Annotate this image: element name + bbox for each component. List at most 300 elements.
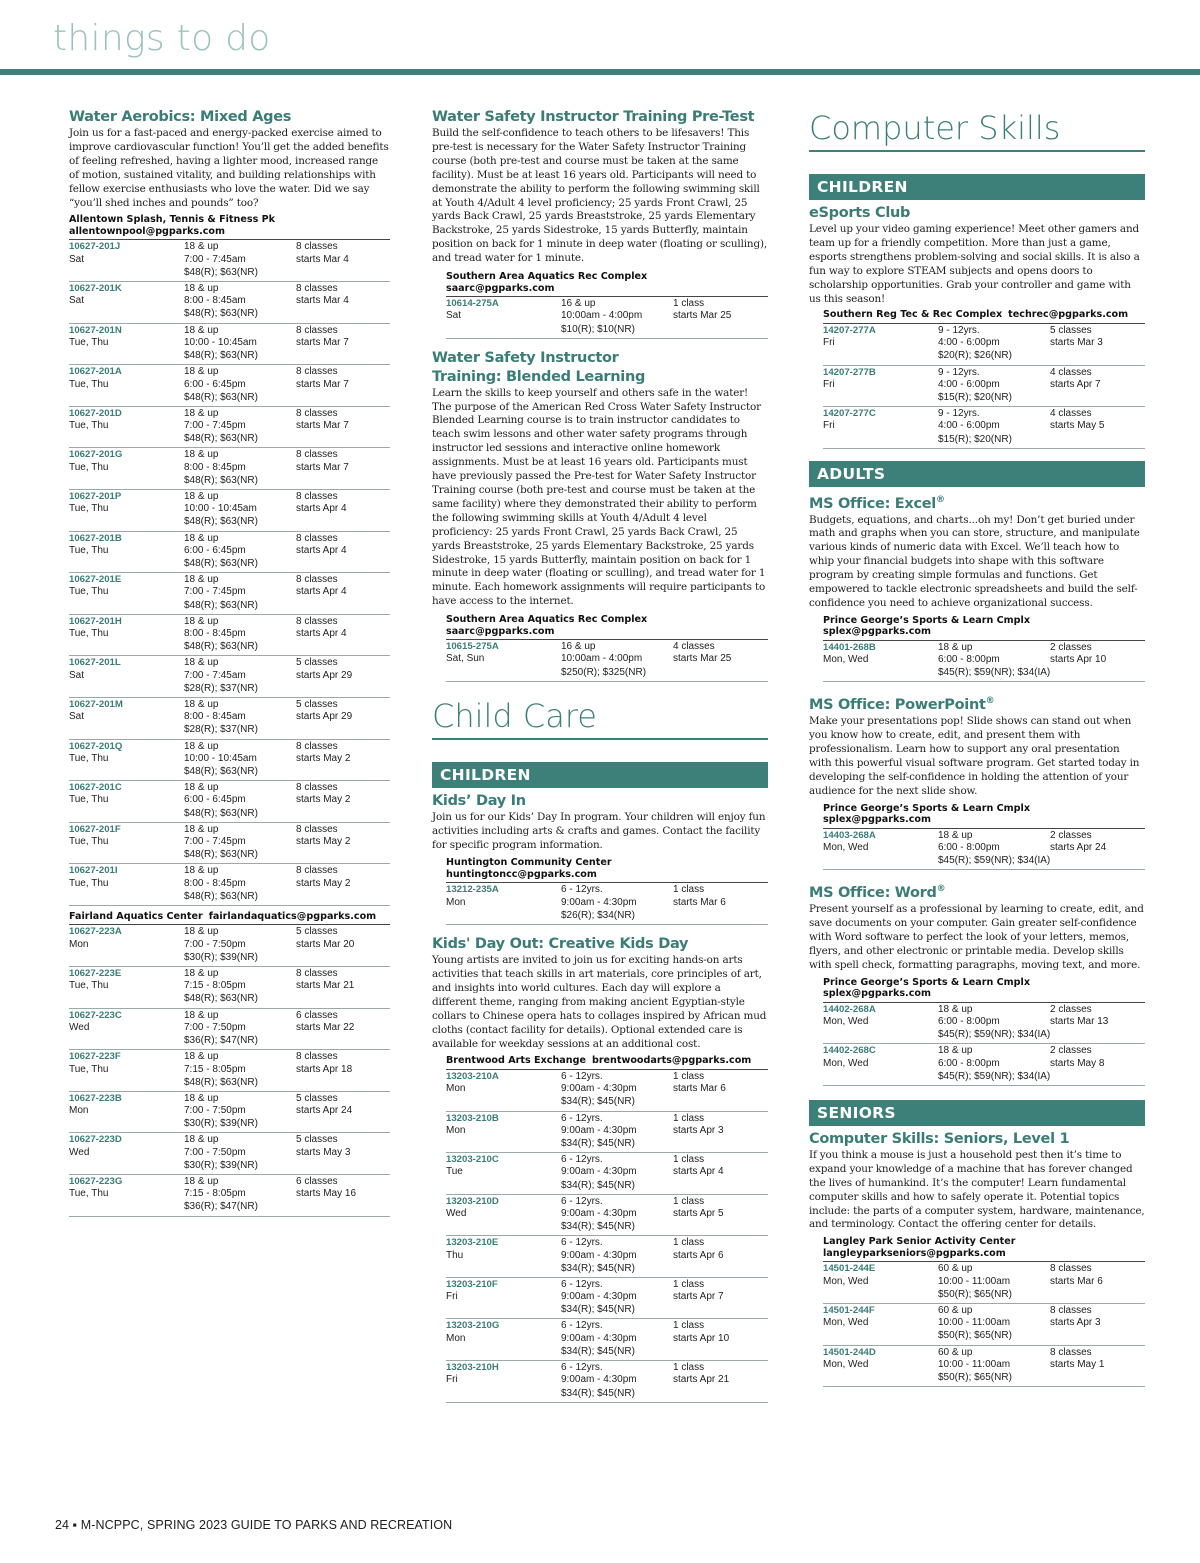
activity-classes: 8 classes <box>296 407 338 419</box>
activity-time: 6:00 - 6:45pm <box>184 544 246 556</box>
activity-number[interactable]: 13212-235A <box>446 884 499 896</box>
activity-session-cell <box>1050 642 1145 667</box>
activity-number[interactable]: 10627-201P <box>69 491 122 502</box>
activity-time-cell <box>184 241 296 266</box>
activity-time-cell <box>184 574 296 599</box>
activity-number[interactable]: 13203-210G <box>446 1320 500 1332</box>
activity-classes: 4 classes <box>1050 366 1092 378</box>
activity-time-cell <box>561 1071 673 1096</box>
activity-classes: 6 classes <box>296 1176 338 1187</box>
activity-number[interactable]: 10627-223D <box>69 1134 122 1146</box>
activity-start-date: starts May 2 <box>296 877 351 889</box>
activity-id-cell <box>823 1004 938 1029</box>
program-description: Join us for our Kids’ Day In program. Your children will enjoy fun activities including arts & crafts and games. Contact the facility for specific program information. <box>432 810 766 851</box>
location-email[interactable]: splex@pgparks.com <box>823 814 931 826</box>
activity-number[interactable]: 13203-210A <box>446 1070 499 1082</box>
activity-start-date: starts Apr 29 <box>296 711 353 723</box>
activity-session-cell <box>1050 1347 1145 1372</box>
location-header <box>69 214 390 240</box>
activity-fees: $48(R); $63(NR) <box>184 350 258 362</box>
activity-row <box>69 656 390 698</box>
activity-classes: 1 class <box>673 1237 705 1249</box>
activity-id-cell <box>69 283 184 308</box>
program-title-text: MS Office: Excel <box>809 495 936 512</box>
activity-number[interactable]: 10627-201K <box>69 283 122 295</box>
activity-age: 18 & up <box>184 698 219 710</box>
activity-days: Wed <box>69 1021 90 1033</box>
location-name: Prince George’s Sports & Learn Cmplx <box>823 614 1031 626</box>
activity-time-cell <box>184 1093 296 1118</box>
activity-fees: $50(R); $65(NR) <box>938 1330 1012 1342</box>
activity-session-cell <box>296 491 390 516</box>
activity-session-cell <box>1050 408 1145 433</box>
activity-days: Mon <box>446 896 466 908</box>
location-email[interactable]: splex@pgparks.com <box>823 988 931 1000</box>
location-email[interactable]: techrec@pgparks.com <box>1008 309 1129 321</box>
activity-age: 18 & up <box>184 1009 219 1021</box>
activity-days: Mon, Wed <box>823 1275 869 1287</box>
location-header <box>823 615 1145 641</box>
location-header <box>69 911 390 926</box>
activity-age: 9 - 12yrs. <box>938 366 980 378</box>
location-email[interactable]: langleyparkseniors@pgparks.com <box>823 1247 1006 1259</box>
activity-number[interactable]: 10627-223B <box>69 1092 122 1104</box>
location-header <box>823 977 1145 1003</box>
activity-number[interactable]: 14402-268A <box>823 1003 876 1015</box>
activity-id-cell <box>69 865 184 890</box>
activity-number[interactable]: 10627-201B <box>69 532 122 544</box>
activity-number[interactable]: 14207-277C <box>823 408 876 420</box>
activity-time: 9:00am - 4:30pm <box>561 1291 637 1303</box>
activity-number[interactable]: 13203-210H <box>446 1362 499 1374</box>
activity-row <box>69 967 390 1009</box>
column-left <box>69 108 390 1217</box>
activity-time-cell <box>184 283 296 308</box>
location-name: Southern Reg Tec & Rec Complex <box>823 309 1003 321</box>
activity-fees: $48(R); $63(NR) <box>184 433 258 445</box>
activity-time-cell <box>561 1237 673 1262</box>
activity-session-cell <box>296 449 390 474</box>
activity-classes: 8 classes <box>296 324 338 336</box>
activity-id-cell <box>69 408 184 433</box>
activity-start-date: starts Mar 7 <box>296 378 349 390</box>
activity-id-cell <box>446 884 561 909</box>
activity-number[interactable]: 10627-201C <box>69 782 122 794</box>
activity-time: 9:00am - 4:30pm <box>561 1124 637 1136</box>
activity-age: 18 & up <box>184 865 219 877</box>
activity-fees: $48(R); $63(NR) <box>184 849 258 861</box>
activity-age: 18 & up <box>184 324 219 336</box>
activity-fees: $48(R); $63(NR) <box>184 474 258 486</box>
activity-number[interactable]: 14207-277A <box>823 324 876 336</box>
activity-number[interactable]: 10627-201F <box>69 823 121 835</box>
header-divider <box>0 69 1200 75</box>
activity-age: 6 - 12yrs. <box>561 1362 603 1374</box>
activity-id-cell <box>446 298 561 323</box>
activity-days: Tue, Thu <box>69 378 109 390</box>
activity-start-date: starts Apr 5 <box>673 1207 724 1219</box>
activity-row <box>69 615 390 657</box>
activity-time: 9:00am - 4:30pm <box>561 1374 637 1386</box>
activity-id-cell <box>823 642 938 667</box>
activity-session-cell <box>673 1071 768 1096</box>
activity-number[interactable]: 13203-210F <box>446 1278 498 1290</box>
category-bar-children: CHILDREN <box>432 762 768 788</box>
activity-fees: $15(R); $20(NR) <box>938 433 1012 445</box>
activity-id-cell <box>69 325 184 350</box>
activity-time-cell <box>561 1362 673 1387</box>
activity-row <box>446 1236 768 1278</box>
program-title: Water Safety Instructor Training Pre-Test <box>432 109 755 125</box>
activity-id-cell <box>69 533 184 558</box>
location-email[interactable]: brentwoodarts@pgparks.com <box>591 1055 752 1067</box>
activity-session-cell <box>296 1134 390 1159</box>
activity-row <box>823 407 1145 449</box>
activity-time: 6:00 - 8:00pm <box>938 1016 1000 1027</box>
location-email[interactable]: allentownpool@pgparks.com <box>69 225 226 237</box>
activity-number[interactable]: 14501-244D <box>823 1346 876 1358</box>
activity-number[interactable]: 13203-210D <box>446 1195 499 1207</box>
activity-fees: $48(R); $63(NR) <box>184 890 258 902</box>
activity-classes: 8 classes <box>296 1051 338 1063</box>
activity-id-cell <box>446 1196 561 1221</box>
activity-number[interactable]: 10627-201J <box>69 241 121 253</box>
activity-fees: $34(R); $45(NR) <box>561 1304 635 1316</box>
activity-classes: 5 classes <box>296 1092 338 1104</box>
activity-start-date: starts Apr 24 <box>1050 842 1107 854</box>
activity-days: Tue, Thu <box>69 836 109 848</box>
activity-age: 18 & up <box>184 968 219 980</box>
activity-days: Sat, Sun <box>446 653 485 665</box>
activity-fees: $30(R); $39(NR) <box>184 951 258 963</box>
activity-days: Tue, Thu <box>69 1188 109 1200</box>
activity-classes: 8 classes <box>296 532 338 544</box>
activity-id-cell <box>446 1154 561 1179</box>
activity-time-cell <box>184 533 296 558</box>
activity-start-date: starts Apr 10 <box>673 1332 730 1344</box>
activity-number[interactable]: 14207-277B <box>823 366 876 378</box>
program-title <box>809 880 1145 903</box>
activity-start-date: starts Apr 10 <box>1050 654 1107 666</box>
activity-fees: $50(R); $65(NR) <box>938 1371 1012 1383</box>
activity-days: Mon, Wed <box>823 842 869 854</box>
activity-age: 6 - 12yrs. <box>561 1195 603 1207</box>
activity-classes: 1 class <box>673 298 705 310</box>
activity-number[interactable]: 14402-268C <box>823 1045 876 1057</box>
activity-start-date: starts Mar 4 <box>296 253 349 265</box>
activity-session-cell <box>296 1051 390 1076</box>
activity-age: 6 - 12yrs. <box>561 1278 603 1290</box>
activity-time: 7:15 - 8:05pm <box>184 980 246 992</box>
activity-age: 18 & up <box>184 532 219 544</box>
activity-classes: 1 class <box>673 1070 705 1082</box>
activity-days: Mon <box>69 938 89 950</box>
location-name: Prince George’s Sports & Learn Cmplx <box>823 802 1031 814</box>
activity-days: Tue, Thu <box>69 544 109 556</box>
activity-time: 10:00am - 4:00pm <box>561 653 643 665</box>
activity-list <box>446 640 768 682</box>
activity-age: 18 & up <box>938 1003 973 1015</box>
activity-classes: 8 classes <box>1050 1263 1092 1275</box>
activity-time: 9:00am - 4:30pm <box>561 1249 637 1261</box>
activity-days: Fri <box>446 1374 458 1386</box>
activity-session-cell <box>673 884 768 909</box>
activity-time: 8:00 - 8:45pm <box>184 628 246 640</box>
activity-number[interactable]: 14501-244E <box>823 1263 876 1275</box>
activity-start-date: starts May 5 <box>1050 420 1105 432</box>
location-header <box>446 857 768 883</box>
activity-list <box>823 1003 1145 1086</box>
activity-row <box>69 573 390 615</box>
activity-time-cell <box>184 657 296 682</box>
activity-number[interactable]: 13203-210E <box>446 1237 499 1249</box>
activity-number[interactable]: 10615-275A <box>446 641 499 653</box>
activity-time: 9:00am - 4:30pm <box>561 1166 637 1178</box>
activity-time: 10:00 - 10:45am <box>184 503 257 515</box>
activity-age: 18 & up <box>184 407 219 419</box>
activity-number[interactable]: 10627-201M <box>69 698 123 710</box>
activity-start-date: starts May 8 <box>1050 1057 1105 1069</box>
activity-session-cell <box>296 968 390 993</box>
activity-classes: 2 classes <box>1050 641 1092 653</box>
activity-days: Tue, Thu <box>69 877 109 889</box>
activity-classes: 8 classes <box>1050 1346 1092 1358</box>
activity-time-cell <box>938 1347 1050 1372</box>
activity-start-date: starts Mar 7 <box>296 461 349 473</box>
activity-age: 18 & up <box>184 1176 219 1187</box>
activity-time: 4:00 - 6:00pm <box>938 378 1000 390</box>
activity-row <box>823 1262 1145 1304</box>
activity-classes: 1 class <box>673 1112 705 1124</box>
activity-time: 8:00 - 8:45am <box>184 711 246 723</box>
activity-row <box>446 297 768 339</box>
activity-number[interactable]: 10627-223F <box>69 1051 121 1063</box>
location-header <box>446 271 768 297</box>
activity-age: 16 & up <box>561 298 596 310</box>
activity-session-cell <box>673 1362 768 1387</box>
activity-age: 60 & up <box>938 1304 973 1316</box>
activity-classes: 4 classes <box>673 641 715 653</box>
activity-days: Tue, Thu <box>69 628 109 640</box>
activity-start-date: starts Apr 6 <box>673 1249 724 1261</box>
activity-number[interactable]: 13203-210B <box>446 1112 499 1124</box>
activity-start-date: starts Apr 3 <box>1050 1317 1101 1329</box>
activity-session-cell <box>1050 325 1145 350</box>
activity-classes: 5 classes <box>296 1134 338 1146</box>
activity-days: Sat <box>69 669 85 681</box>
activity-time-cell <box>184 968 296 993</box>
activity-classes: 1 class <box>673 1320 705 1332</box>
activity-time: 6:00 - 8:00pm <box>938 654 1000 666</box>
activity-row <box>69 1050 390 1092</box>
activity-fees: $45(R); $59(NR); $34(IA) <box>938 855 1051 867</box>
activity-fees: $48(R); $63(NR) <box>184 807 258 819</box>
activity-age: 18 & up <box>184 782 219 794</box>
activity-start-date: starts May 2 <box>296 794 351 806</box>
activity-start-date: starts Apr 4 <box>296 586 347 598</box>
location-name: Southern Area Aquatics Rec Complex <box>446 614 648 626</box>
activity-time-cell <box>184 408 296 433</box>
page-header-title: things to do <box>53 18 271 59</box>
activity-row <box>823 1044 1145 1086</box>
activity-id-cell <box>69 491 184 516</box>
activity-start-date: starts May 16 <box>296 1188 357 1200</box>
activity-age: 18 & up <box>184 491 219 502</box>
activity-classes: 8 classes <box>296 615 338 627</box>
activity-days: Tue, Thu <box>69 1063 109 1075</box>
activity-classes: 1 class <box>673 1362 705 1374</box>
activity-fees: $48(R); $63(NR) <box>184 993 258 1005</box>
activity-row <box>69 407 390 449</box>
activity-age: 18 & up <box>938 829 973 841</box>
activity-age: 18 & up <box>184 657 219 669</box>
activity-start-date: starts Mar 6 <box>673 896 726 908</box>
activity-time: 7:15 - 8:05pm <box>184 1188 246 1200</box>
activity-age: 18 & up <box>184 366 219 378</box>
activity-session-cell <box>296 533 390 558</box>
activity-days: Mon <box>446 1124 466 1136</box>
activity-session-cell <box>673 1237 768 1262</box>
activity-start-date: starts Mar 7 <box>296 420 349 432</box>
location-email[interactable]: saarc@pgparks.com <box>446 625 555 637</box>
activity-number[interactable]: 10627-201Q <box>69 740 123 752</box>
activity-session-cell <box>296 574 390 599</box>
activity-time-cell <box>184 1176 296 1201</box>
activity-session-cell <box>296 325 390 350</box>
activity-time: 7:00 - 7:50pm <box>184 938 246 950</box>
activity-session-cell <box>1050 367 1145 392</box>
activity-number[interactable]: 14403-268A <box>823 829 876 841</box>
location-header <box>823 309 1145 324</box>
activity-age: 18 & up <box>184 283 219 295</box>
activity-number[interactable]: 10627-201D <box>69 407 122 419</box>
activity-age: 9 - 12yrs. <box>938 408 980 420</box>
activity-number[interactable]: 10627-223A <box>69 926 122 938</box>
program-title: Water Safety Instructor Training: Blended Learning <box>432 349 646 385</box>
activity-row <box>446 1278 768 1320</box>
activity-id-cell <box>823 408 938 433</box>
activity-row <box>446 1195 768 1237</box>
category-bar-seniors: SENIORS <box>809 1100 1145 1126</box>
activity-number[interactable]: 14401-268B <box>823 641 876 653</box>
activity-session-cell <box>296 616 390 641</box>
activity-time-cell <box>184 1134 296 1159</box>
location-email[interactable]: saarc@pgparks.com <box>446 282 555 294</box>
activity-fees: $34(R); $45(NR) <box>561 1179 635 1191</box>
activity-session-cell <box>296 241 390 266</box>
activity-age: 6 - 12yrs. <box>561 1237 603 1249</box>
activity-number[interactable]: 10627-201E <box>69 574 122 586</box>
activity-id-cell <box>446 1113 561 1138</box>
activity-age: 18 & up <box>184 1051 219 1063</box>
activity-age: 60 & up <box>938 1263 973 1275</box>
activity-session-cell <box>296 657 390 682</box>
activity-row <box>823 1003 1145 1045</box>
activity-id-cell <box>69 1051 184 1076</box>
activity-time-cell <box>561 884 673 909</box>
activity-classes: 1 class <box>673 1154 705 1166</box>
activity-start-date: starts Apr 24 <box>296 1105 353 1117</box>
activity-fees: $34(R); $45(NR) <box>561 1262 635 1274</box>
activity-number[interactable]: 10627-223E <box>69 968 122 980</box>
activity-classes: 8 classes <box>1050 1304 1092 1316</box>
activity-number[interactable]: 10627-201G <box>69 449 123 461</box>
activity-time-cell <box>938 1045 1050 1070</box>
location-name: Fairland Aquatics Center <box>69 910 203 922</box>
activity-number[interactable]: 10627-201H <box>69 615 122 627</box>
activity-number[interactable]: 10627-201I <box>69 865 118 877</box>
program-description: If you think a mouse is just a household pest then it’s time to expand your knowledge of a machine that has forever changed the lives of humankind. It’s the computer! Learn fundamental computer skills and how to safely operate it. Potential topics include: the parts of a computer system, hardware, maintenance, and terminology. Contact the offering center for details. <box>809 1148 1145 1231</box>
activity-number[interactable]: 10614-275A <box>446 298 499 310</box>
location-name: Allentown Splash, Tennis & Fitness Pk <box>69 214 276 226</box>
activity-row <box>69 781 390 823</box>
activity-fees: $45(R); $59(NR); $34(IA) <box>938 1070 1051 1082</box>
activity-time: 10:00 - 11:00am <box>938 1275 1011 1287</box>
activity-fees: $48(R); $63(NR) <box>184 266 258 278</box>
activity-fees: $34(R); $45(NR) <box>561 1137 635 1149</box>
activity-session-cell <box>673 298 768 323</box>
activity-id-cell <box>69 1010 184 1035</box>
activity-session-cell <box>1050 1045 1145 1070</box>
activity-classes: 8 classes <box>296 283 338 295</box>
activity-number[interactable]: 10627-201N <box>69 324 122 336</box>
location-email[interactable]: splex@pgparks.com <box>823 626 931 638</box>
activity-session-cell <box>673 1196 768 1221</box>
location-email[interactable]: huntingtoncc@pgparks.com <box>446 868 597 880</box>
location-email[interactable]: fairlandaquatics@pgparks.com <box>208 910 377 922</box>
activity-time-cell <box>561 1154 673 1179</box>
activity-row <box>69 823 390 865</box>
activity-time-cell <box>184 366 296 391</box>
activity-number[interactable]: 10627-201L <box>69 657 121 669</box>
activity-row <box>69 240 390 282</box>
activity-list <box>446 1070 768 1403</box>
activity-classes: 2 classes <box>1050 1003 1092 1015</box>
activity-fees: $30(R); $39(NR) <box>184 1118 258 1130</box>
activity-number[interactable]: 10627-223C <box>69 1009 122 1021</box>
activity-days: Fri <box>823 378 835 390</box>
activity-session-cell <box>673 1279 768 1304</box>
location-name: Huntington Community Center <box>446 857 612 869</box>
activity-time: 6:00 - 8:00pm <box>938 1057 1000 1069</box>
activity-number[interactable]: 10627-223G <box>69 1176 123 1187</box>
activity-id-cell <box>446 1237 561 1262</box>
activity-days: Sat <box>69 253 85 265</box>
activity-classes: 8 classes <box>296 740 338 752</box>
activity-number[interactable]: 10627-201A <box>69 366 122 378</box>
activity-fees: $45(R); $59(NR); $34(IA) <box>938 667 1051 679</box>
activity-row <box>69 925 390 967</box>
activity-fees: $28(R); $37(NR) <box>184 724 258 736</box>
activity-row <box>69 698 390 740</box>
activity-time-cell <box>561 641 673 666</box>
activity-id-cell <box>823 367 938 392</box>
activity-time: 6:00 - 8:00pm <box>938 842 1000 854</box>
activity-fees: $48(R); $63(NR) <box>184 641 258 653</box>
activity-number[interactable]: 13203-210C <box>446 1154 499 1166</box>
activity-time-cell <box>184 325 296 350</box>
activity-id-cell <box>69 968 184 993</box>
activity-start-date: starts May 2 <box>296 836 351 848</box>
activity-time: 10:00am - 4:00pm <box>561 310 643 322</box>
location-header <box>446 1055 768 1070</box>
activity-number[interactable]: 14501-244F <box>823 1304 875 1316</box>
activity-session-cell <box>1050 1305 1145 1330</box>
activity-session-cell <box>1050 1263 1145 1288</box>
activity-id-cell <box>69 824 184 849</box>
program-title-text: MS Office: Word <box>809 885 937 902</box>
activity-start-date: starts Apr 7 <box>1050 378 1101 390</box>
